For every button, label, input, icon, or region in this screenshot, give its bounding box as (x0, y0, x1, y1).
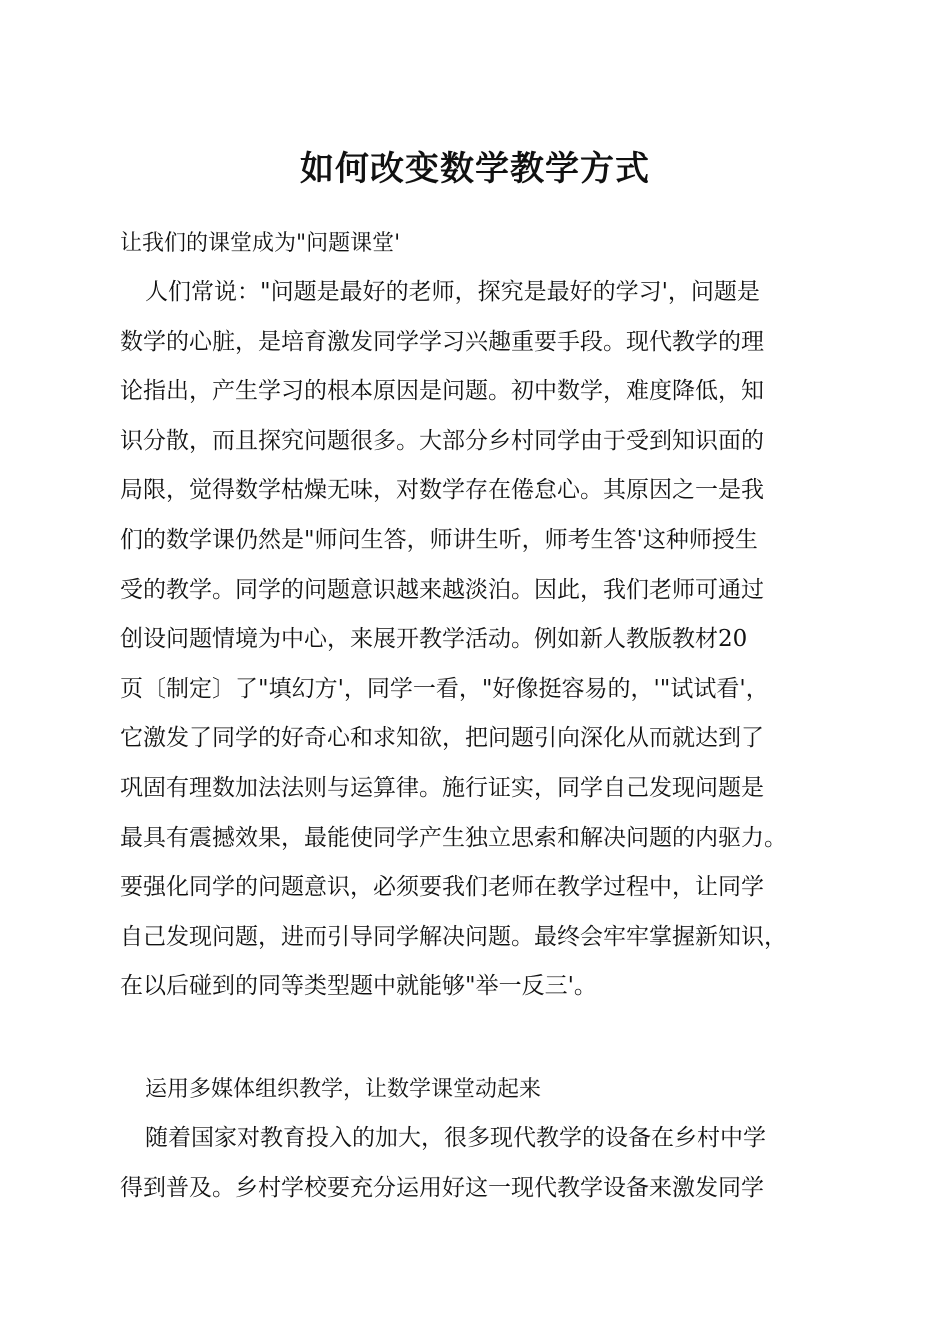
paragraph-line: 数学的心脏，是培育激发同学学习兴趣重要手段。现代教学的理 (120, 328, 764, 355)
paragraph-line: 要强化同学的问题意识，必须要我们老师在教学过程中，让同学 (120, 874, 764, 901)
paragraph-line: 人们常说："问题是最好的老师，探究是最好的学习'，问题是 (145, 279, 760, 305)
paragraph-line: 自己发现问题，进而引导同学解决问题。最终会牢牢掌握新知识， (120, 923, 787, 950)
paragraph-line: 局限，觉得数学枯燥无味，对数学存在倦怠心。其原因之一是我 (120, 477, 764, 504)
paragraph-line: 它激发了同学的好奇心和求知欲，把问题引向深化从而就达到了 (120, 725, 764, 752)
paragraph-line: 受的教学。同学的问题意识越来越淡泊。因此，我们老师可通过 (120, 576, 764, 603)
paragraph-line: 得到普及。乡村学校要充分运用好这一现代教学设备来激发同学 (120, 1174, 764, 1201)
paragraph-line: 随着国家对教育投入的加大，很多现代教学的设备在乡村中学 (145, 1125, 766, 1151)
paragraph-line: 巩固有理数加法法则与运算律。施行证实，同学自己发现问题是 (120, 774, 764, 801)
paragraph-line: 论指出，产生学习的根本原因是问题。初中数学，难度降低，知 (120, 378, 764, 405)
section-heading-problem-classroom: 让我们的课堂成为"问题课堂' (120, 231, 401, 256)
document-title: 如何改变数学教学方式 (300, 149, 650, 189)
paragraph-line: 页〔制定〕了"填幻方'，同学一看，"好像挺容易的，'"试试看'， (120, 675, 769, 702)
paragraph-line: 在以后碰到的同等类型题中就能够"举一反三'。 (120, 973, 597, 1000)
paragraph-line: 们的数学课仍然是"师问生答，师讲生听，师考生答'这种师授生 (120, 526, 758, 553)
paragraph-problem-classroom (120, 268, 850, 1012)
paragraph-multimedia (120, 1114, 850, 1213)
paragraph-line: 识分散，而且探究问题很多。大部分乡村同学由于受到知识面的 (120, 427, 764, 454)
paragraph-line: 最具有震撼效果，最能使同学产生独立思索和解决问题的内驱力。 (120, 824, 787, 851)
paragraph-line: 创设问题情境为中心，来展开教学活动。例如新人教版教材20 (120, 626, 748, 653)
section-heading-multimedia: 运用多媒体组织教学，让数学课堂动起来 (145, 1077, 542, 1102)
